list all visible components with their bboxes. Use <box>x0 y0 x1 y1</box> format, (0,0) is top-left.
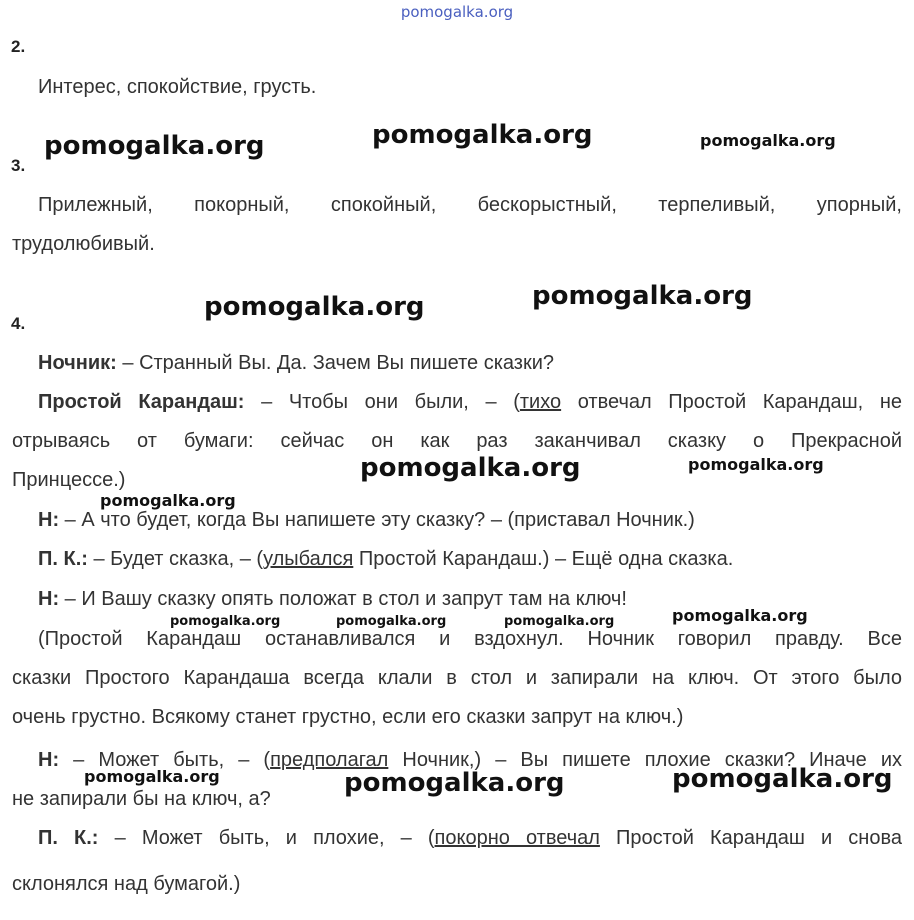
underlined-word: тихо <box>519 391 562 413</box>
speaker-label: П. К.: <box>38 548 88 570</box>
word: терпеливый, <box>658 194 776 216</box>
site-header-link[interactable]: pomogalka.org <box>400 3 514 21</box>
dialogue-line-7b: не запирали бы на ключ, а? <box>12 788 271 810</box>
speaker-label: Ночник: <box>38 352 117 374</box>
watermark: pomogalka.org <box>700 131 836 150</box>
dialogue-text: – Странный Вы. Да. Зачем Вы пишете сказки? <box>116 352 555 374</box>
watermark: pomogalka.org <box>344 768 565 798</box>
word: упорный, <box>816 194 902 216</box>
watermark: pomogalka.org <box>372 120 593 150</box>
watermark: pomogalka.org <box>688 455 824 474</box>
dialogue-text: – И Вашу сказку опять положат в стол и запрут там на ключ! <box>59 588 627 610</box>
watermark: pomogalka.org <box>360 453 581 483</box>
underlined-word: покорно отвечал <box>434 827 600 849</box>
watermark: pomogalka.org <box>672 764 893 794</box>
speaker-label: Н: <box>38 749 60 771</box>
word: спокойный, <box>330 194 437 216</box>
watermark: pomogalka.org <box>170 614 281 629</box>
dialogue-line-2 <box>38 383 902 422</box>
watermark: pomogalka.org <box>672 606 808 625</box>
dialogue-line-4 <box>38 540 902 579</box>
dialogue-line-8 <box>38 819 902 858</box>
word: Прилежный, <box>38 194 153 216</box>
speaker-label: П. К.: <box>38 827 99 849</box>
dialogue-text: Простой Карандаш.) – Ещё одна сказка. <box>353 548 734 570</box>
watermark: pomogalka.org <box>84 767 220 786</box>
dialogue-line-2b: отрываясь от бумаги: сейчас он как раз заканчивал сказку о Прекрасной <box>12 430 902 452</box>
dialogue-text: Простой Карандаш и снова <box>599 827 902 849</box>
section-number-3: 3. <box>11 156 26 175</box>
speaker-label: Н: <box>38 509 60 531</box>
dialogue-text: – Будет сказка, – ( <box>87 548 264 570</box>
section-3-line-1 <box>38 186 902 225</box>
watermark: pomogalka.org <box>532 281 753 311</box>
dialogue-line-1 <box>38 344 902 383</box>
watermark: pomogalka.org <box>100 491 236 510</box>
dialogue-text: – Чтобы они были, – ( <box>244 391 520 413</box>
watermark: pomogalka.org <box>204 292 425 322</box>
watermark: pomogalka.org <box>44 131 265 161</box>
narration-line-1: (Простой Карандаш останавливался и вздохнул. Ночник говорил правду. Все <box>38 628 902 650</box>
section-number-4: 4. <box>11 314 26 333</box>
speaker-label: Простой Карандаш: <box>38 391 245 413</box>
dialogue-text: – А что будет, когда Вы напишете эту сказку? – (приставал Ночник.) <box>59 509 695 531</box>
dialogue-text: отвечал Простой Карандаш, не <box>561 391 902 413</box>
word: покорный, <box>194 194 290 216</box>
underlined-word: улыбался <box>263 548 354 570</box>
dialogue-line-8b: склонялся над бумагой.) <box>12 873 241 895</box>
narration-line-3: очень грустно. Всякому станет грустно, если его сказки запрут на ключ.) <box>12 706 684 728</box>
watermark: pomogalka.org <box>504 614 615 629</box>
word: бескорыстный, <box>477 194 617 216</box>
section-number-2: 2. <box>11 37 26 56</box>
dialogue-text: – Может быть, и плохие, – ( <box>98 827 435 849</box>
speaker-label: Н: <box>38 588 60 610</box>
dialogue-line-2c: Принцессе.) <box>12 469 126 491</box>
dialogue-text: – Может быть, – ( <box>59 749 271 771</box>
dialogue-text: Ночник,) – Вы пишете плохие сказки? Иначе их <box>388 749 903 771</box>
narration-line-2: сказки Простого Карандаша всегда клали в стол и запирали на ключ. От этого было <box>12 667 902 689</box>
watermark: pomogalka.org <box>336 614 447 629</box>
section-2-answer: Интерес, спокойствие, грусть. <box>38 76 317 98</box>
section-3-line-2: трудолюбивый. <box>12 233 155 255</box>
underlined-word: предполагал <box>270 749 389 771</box>
